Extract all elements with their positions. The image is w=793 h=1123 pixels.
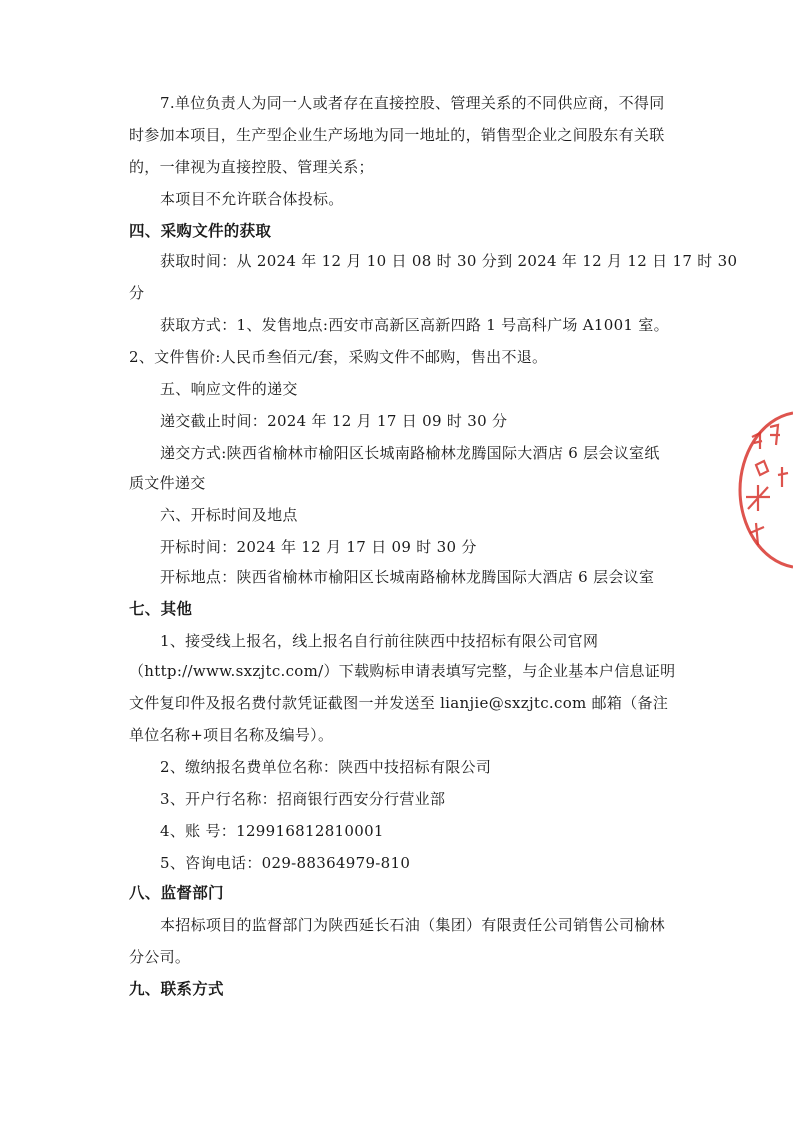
text-line: 时参加本项目，生产型企业生产场地为同一地址的，销售型企业之间股东有关联 <box>129 126 665 144</box>
text-line: 1、接受线上报名，线上报名自行前往陕西中技招标有限公司官网 <box>160 632 599 650</box>
text-line: 5、咨询电话：029-88364979-810 <box>160 854 411 872</box>
text-line: 3、开户行名称：招商银行西安分行营业部 <box>160 790 446 808</box>
section-heading: 四、采购文件的获取 <box>129 222 272 240</box>
text-line: 开标地点：陕西省榆林市榆阳区长城南路榆林龙腾国际大酒店 6 层会议室 <box>160 568 655 586</box>
text-line: 质文件递交 <box>129 474 206 492</box>
text-line: 7.单位负责人为同一人或者存在直接控股、管理关系的不同供应商，不得同 <box>160 94 665 112</box>
text-line: 分 <box>129 284 145 302</box>
section-heading: 八、监督部门 <box>129 884 224 902</box>
text-line: 递交截止时间：2024 年 12 月 17 日 09 时 30 分 <box>160 412 508 430</box>
text-line: 文件复印件及报名费付款凭证截图一并发送至 lianjie@sxzjtc.com 邮箱（备注 <box>129 694 669 712</box>
text-line: 本项目不允许联合体投标。 <box>160 190 344 208</box>
text-line: 2、文件售价:人民币叁佰元/套，采购文件不邮购，售出不退。 <box>129 348 548 366</box>
section-heading: 七、其他 <box>129 600 193 618</box>
text-line: 单位名称+项目名称及编号）。 <box>129 726 334 744</box>
subsection-heading: 五、响应文件的递交 <box>160 380 298 398</box>
text-line: 分公司。 <box>129 948 191 966</box>
text-line: 的，一律视为直接控股、管理关系； <box>129 158 374 176</box>
text-line: 4、账 号：129916812810001 <box>160 822 384 840</box>
text-line: 获取时间：从 2024 年 12 月 10 日 08 时 30 分到 2024 年 12 月 12 日 17 时 30 <box>160 252 738 270</box>
seal-stamp-icon <box>730 405 793 575</box>
text-line: 递交方式:陕西省榆林市榆阳区长城南路榆林龙腾国际大酒店 6 层会议室纸 <box>160 444 660 462</box>
text-line: （http://www.sxzjtc.com/）下载购标申请表填写完整，与企业基本户信息证明 <box>129 662 676 680</box>
section-heading: 九、联系方式 <box>129 980 224 998</box>
text-line: 开标时间：2024 年 12 月 17 日 09 时 30 分 <box>160 538 477 556</box>
text-line: 2、缴纳报名费单位名称：陕西中技招标有限公司 <box>160 758 492 776</box>
text-line: 获取方式：1、发售地点:西安市高新区高新四路 1 号高科广场 A1001 室。 <box>160 316 669 334</box>
subsection-heading: 六、开标时间及地点 <box>160 506 298 524</box>
text-line: 本招标项目的监督部门为陕西延长石油（集团）有限责任公司销售公司榆林 <box>160 916 665 934</box>
